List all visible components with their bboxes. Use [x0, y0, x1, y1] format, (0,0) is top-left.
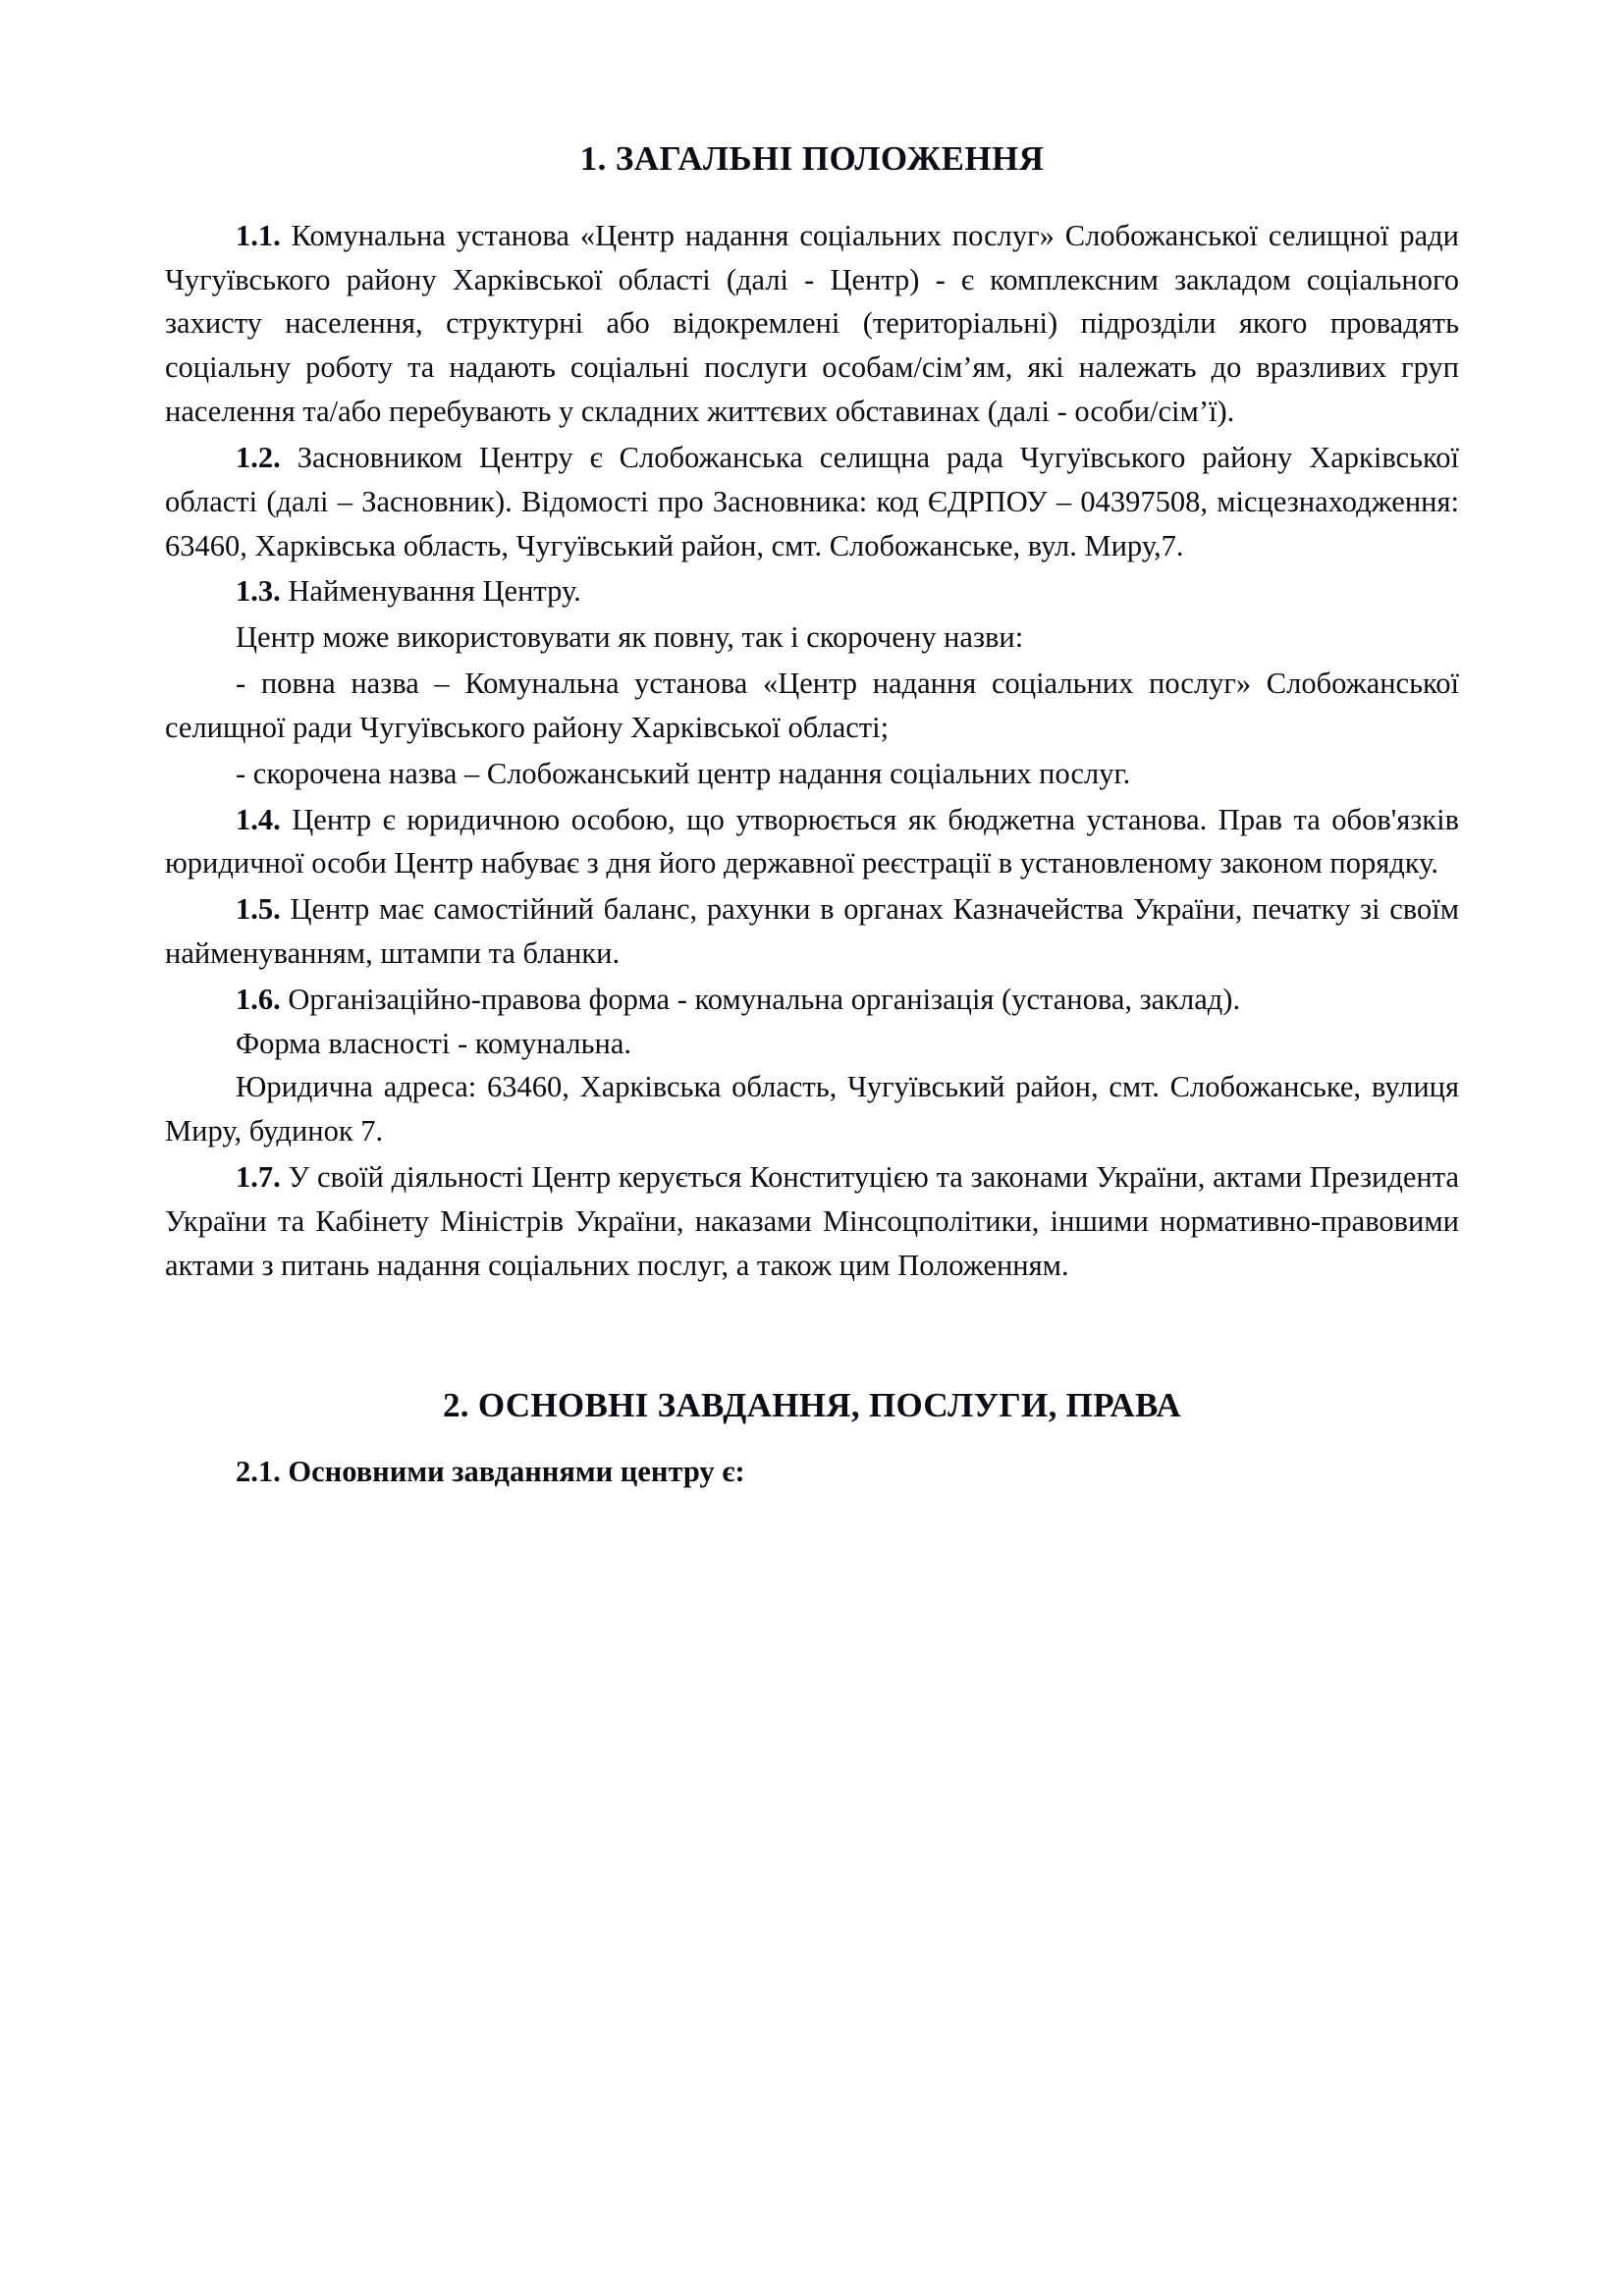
paragraph-1-1 [165, 214, 1459, 434]
section-2-subtitle: 2.1. Основними завданнями центру є: [236, 1455, 745, 1489]
paragraph-text: Організаційно-правова форма - комунальна організація (установа, заклад). [280, 982, 1241, 1016]
paragraph-1-2 [165, 436, 1459, 567]
paragraph-number: 1.7. [236, 1160, 281, 1195]
page-title: 1. ЗАГАЛЬНІ ПОЛОЖЕННЯ [579, 139, 1045, 178]
section-2-title: 2. ОСНОВНІ ЗАВДАННЯ, ПОСЛУГИ, ПРАВА [442, 1385, 1181, 1424]
paragraph-text: У своїй діяльності Центр керується Конституцією та законами України, актами Президента України та Кабінету Міністрів України, наказами Мінсоцполітики, іншими нормативно-правовими актами з питань надання соціальних послуг, а також цим Положенням. [165, 1160, 1459, 1282]
paragraph-text: Центр може використовувати як повну, так і скорочену назви: [236, 620, 1024, 655]
paragraph-names-intro [165, 615, 1459, 660]
paragraph-number: 1.1. [236, 218, 281, 252]
paragraph-1-3 [165, 569, 1459, 614]
paragraph-ownership-form [165, 1022, 1459, 1066]
paragraph-short-name [165, 752, 1459, 796]
paragraph-text: Найменування Центру. [280, 574, 581, 609]
paragraph-text: - повна назва – Комунальна установа «Центр надання соціальних послуг» Слобожанської селищної ради Чугуївського району Харківської області; [165, 667, 1459, 744]
paragraph-number: 1.2. [236, 440, 281, 474]
paragraph-number: 1.5. [236, 892, 281, 927]
paragraph-text: Центр має самостійний баланс, рахунки в органах Казначейства України, печатку зі своїм найменуванням, штампи та бланки. [165, 892, 1459, 970]
paragraph-1-6 [165, 978, 1459, 1022]
paragraph-full-name [165, 662, 1459, 750]
paragraph-text: Юридична адреса: 63460, Харківська область, Чугуївський район, смт. Слобожанське, вулиця Миру, будинок 7. [165, 1070, 1459, 1148]
section-spacer [165, 1290, 1459, 1384]
paragraph-1-7 [165, 1155, 1459, 1287]
paragraph-text: Засновником Центру є Слобожанська селищна рада Чугуївського району Харківської області (далі – Засновник). Відомості про Засновника: код ЄДРПОУ – 04397508, місцезнаходження: 63460, Харківська область, Чугуївський район, смт. Слобожанське, вул. Миру,7. [165, 440, 1459, 562]
paragraph-1-4 [165, 798, 1459, 886]
paragraph-text: Центр є юридичною особою, що утворюється як бюджетна установа. Прав та обов'язків юридичної особи Центр набуває з дня його державної реєстрації в установленому законом порядку. [165, 802, 1459, 881]
paragraph-number: 1.6. [236, 982, 281, 1016]
paragraph-text: Форма власності - комунальна. [236, 1026, 631, 1060]
paragraph-text: Комунальна установа «Центр надання соціальних послуг» Слобожанської селищної ради Чугуївського району Харківської області (далі - Центр) - є комплексним закладом соціального захисту населення, структурні або відокремлені (територіальні) підрозділи якого провадять соціальну роботу та надають соціальні послуги особам/сім’ям, які належать до вразливих груп населення та/або перебувають у складних життєвих обставинах (далі - особи/сім’ї). [165, 218, 1459, 429]
paragraph-legal-address [165, 1065, 1459, 1153]
paragraph-number: 1.4. [236, 802, 281, 836]
paragraph-number: 1.3. [236, 574, 281, 609]
paragraph-1-5 [165, 887, 1459, 976]
paragraph-text: - скорочена назва – Слобожанський центр надання соціальних послуг. [236, 756, 1131, 790]
